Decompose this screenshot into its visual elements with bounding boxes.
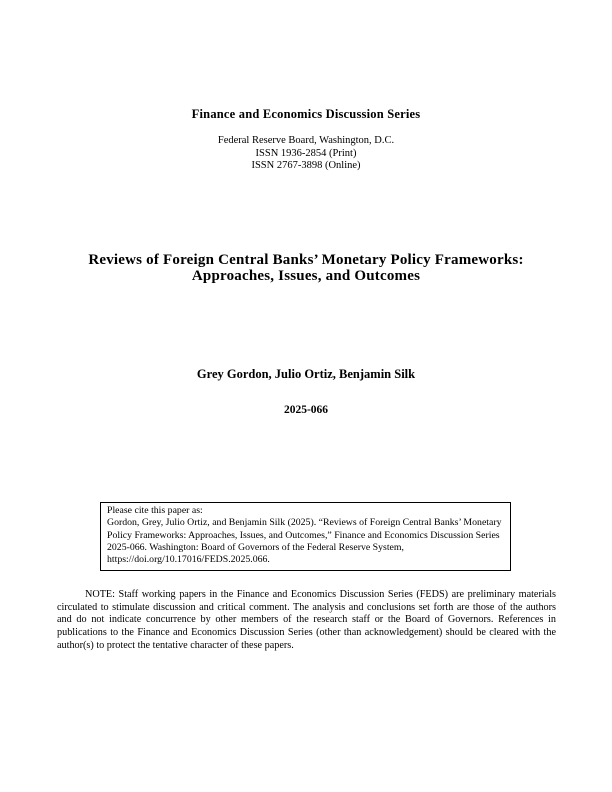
affiliation: Federal Reserve Board, Washington, D.C. <box>217 135 395 146</box>
paper-title-line-2: Approaches, Issues, and Outcomes <box>191 267 421 284</box>
citation-heading: Please cite this paper as: <box>107 505 203 516</box>
paper-title-line-1: Reviews of Foreign Central Banks’ Monetary Policy Frameworks: <box>88 252 524 268</box>
series-title: Finance and Economics Discussion Series <box>191 107 421 121</box>
issn-print: ISSN 1936-2854 (Print) <box>255 147 357 159</box>
authors: Grey Gordon, Julio Ortiz, Benjamin Silk <box>196 367 416 381</box>
citation-body: Gordon, Grey, Julio Ortiz, and Benjamin Silk (2025). “Reviews of Foreign Central Banks’ Monetary Policy Frameworks: Approaches, Issues, and Outcomes,” Finance and Economics Discussion Series 2025-066. Washington: Board of Governors of the Federal Reserve System, https://doi.org/10.17016/FEDS.2025.066. <box>107 517 502 566</box>
citation-box <box>100 502 511 571</box>
paper-title <box>0 253 612 284</box>
issn-online: ISSN 2767-3898 (Online) <box>251 160 361 171</box>
note-paragraph: NOTE: Staff working papers in the Finance and Economics Discussion Series (FEDS) are preliminary materials circulated to stimulate discussion and critical comment. The analysis and conclusions set forth are those of the authors and do not indicate concurrence by other members of the research staff or the Board of Governors. References in publications to the Finance and Economics Discussion Series (other than acknowledgement) should be cleared with the author(s) to protect the tentative character of these papers. <box>57 589 556 651</box>
paper-number: 2025-066 <box>283 404 329 416</box>
